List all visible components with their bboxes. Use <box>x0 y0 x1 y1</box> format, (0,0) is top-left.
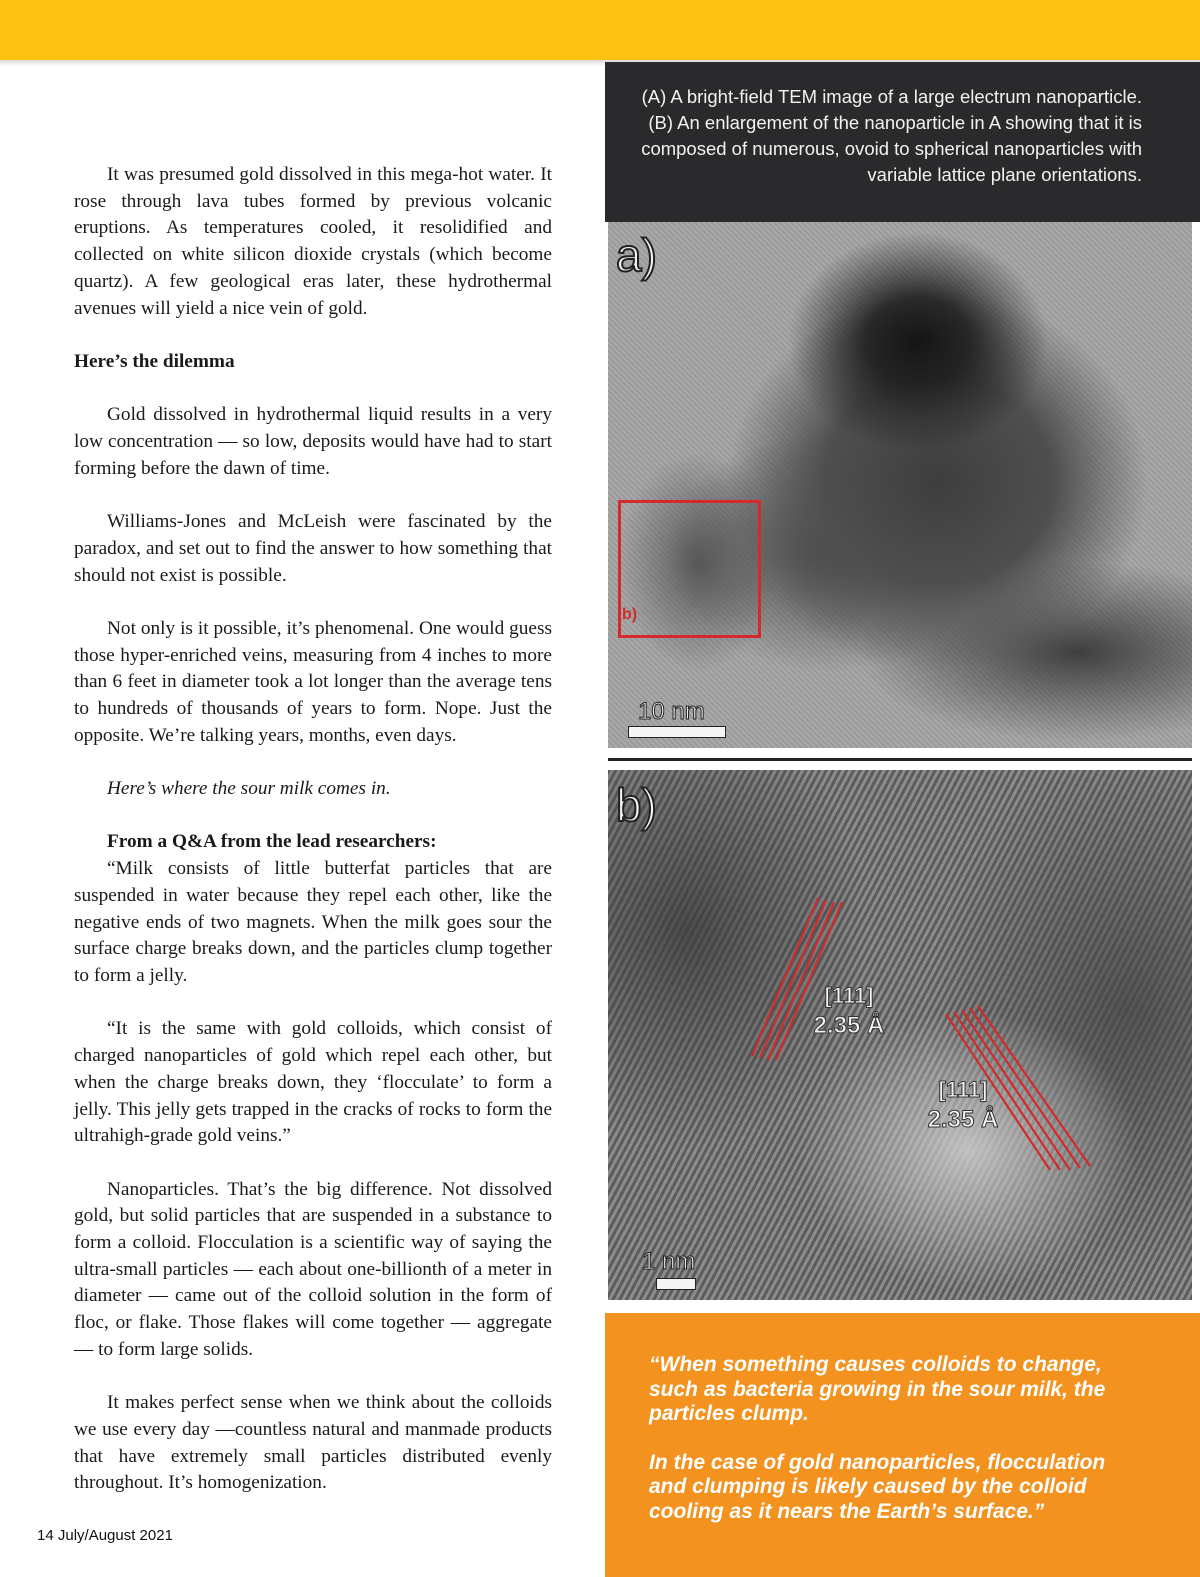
paragraph-2: Gold dissolved in hydrothermal liquid results in a very low concentration — so low, deposits would have had to start forming before the dawn of time. <box>74 404 552 479</box>
paragraph-8: Nanoparticles. That’s the big difference. Not dissolved gold, but solid particles that are suspended in a substance to form a colloid. Flocculation is a scientific way of saying the ultra-small particles — each about one-billionth of a meter in diameter — came out of the colloid solution in the form of floc, or flake. Those flakes will come together — aggregate — to form large solids. <box>74 1178 552 1360</box>
lattice-spacing-1: 2.35 Å <box>813 1012 885 1039</box>
scale-label-a: 10 nm <box>638 698 705 725</box>
lattice-spacing-2: 2.35 Å <box>927 1106 999 1133</box>
roi-box <box>618 500 761 638</box>
sour-milk-line: Here’s where the sour milk comes in. <box>107 778 391 800</box>
page-footer: 14 July/August 2021 <box>37 1527 173 1544</box>
tem-image-a <box>608 222 1192 748</box>
panel-label-b: b) <box>616 779 657 831</box>
heading-dilemma: Here’s the dilemma <box>74 350 235 372</box>
top-banner <box>0 0 1200 60</box>
paragraph-5 <box>74 776 552 803</box>
lattice-plane-2: [111] <box>938 1077 988 1102</box>
article-body <box>74 162 552 1497</box>
heading-qa: From a Q&A from the lead researchers: <box>107 831 437 853</box>
paragraph-1: It was presumed gold dissolved in this mega-hot water. It rose through lava tubes formed by previous volcanic eruptions. As temperatures cooled, it resolidified and collected on white silicon dioxide crystals (which become quartz). A few geological eras later, these hydrothermal avenues will yield a nice vein of gold. <box>74 164 552 319</box>
figure-divider <box>608 758 1192 761</box>
pull-quote <box>605 1313 1200 1577</box>
panel-label-a: a) <box>616 229 657 281</box>
lattice-plane-1: [111] <box>824 983 874 1008</box>
paragraph-6: “Milk consists of little butterfat particles that are suspended in water because they repel each other, like the negative ends of two magnets. When the milk goes sour the surface charge breaks down, and the particles clump together to form a jelly. <box>74 858 552 986</box>
scale-bar-a <box>628 726 726 738</box>
scale-label-b: 1 nm <box>642 1248 696 1275</box>
paragraph-9: It makes perfect sense when we think about the colloids we use every day —countless natural and manmade products that have extremely small particles distributed evenly throughout. It’s homogenization. <box>74 1392 552 1494</box>
roi-label: b) <box>622 606 638 623</box>
tem-image-b <box>608 770 1192 1300</box>
figure-caption: (A) A bright-field TEM image of a large electrum nanoparticle. (B) An enlargement of the nanoparticle in A showing that it is composed of numerous, ovoid to spherical nanoparticles with variable lattice plane orientations. <box>605 62 1200 222</box>
quote-paragraph-1: “When something causes colloids to change, such as bacteria growing in the sour milk, the particles clump. <box>649 1353 1106 1425</box>
quote-paragraph-2: In the case of gold nanoparticles, flocculation and clumping is likely caused by the colloid cooling as it nears the Earth’s surface.” <box>649 1450 1106 1523</box>
paragraph-4: Not only is it possible, it’s phenomenal. One would guess those hyper-enriched veins, measuring from 4 inches to more than 6 feet in diameter took a lot longer than the average tens to hundreds of thousands of years to form. Nope. Just the opposite. We’re talking years, months, even days. <box>74 617 552 746</box>
scale-bar-b <box>656 1278 696 1290</box>
paragraph-3: Williams-Jones and McLeish were fascinated by the paradox, and set out to find the answer to how something that should not exist is possible. <box>74 511 552 586</box>
paragraph-7: “It is the same with gold colloids, which consist of charged nanoparticles of gold which repel each other, but when the charge breaks down, they ‘flocculate’ to form a jelly. This jelly gets trapped in the cracks of rocks to form the ultrahigh-grade gold veins.” <box>74 1018 552 1147</box>
